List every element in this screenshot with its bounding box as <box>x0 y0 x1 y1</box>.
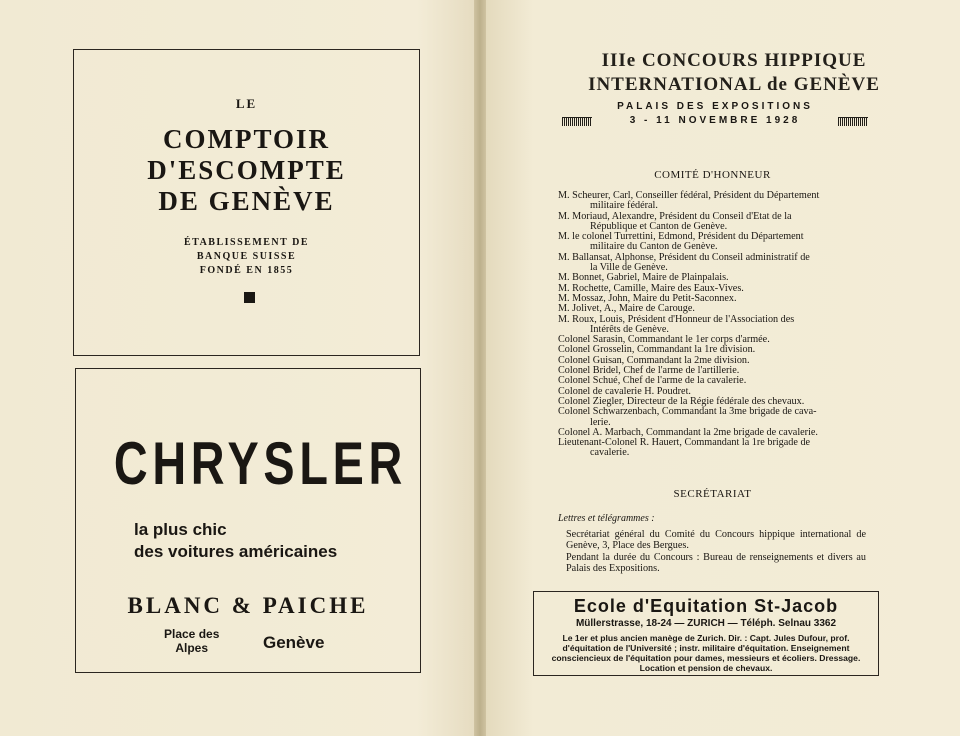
member-line: M. Mossaz, John, Maire du Petit-Saconnex. <box>558 292 737 304</box>
ecole-address: Müllerstrasse, 18-24 — ZURICH — Téléph. Selnau 3362 <box>575 618 837 629</box>
ecole-description: Le 1er et plus ancien manège de Zurich. Dir. : Capt. Jules Dufour, prof. d'équitation de l'Université ; instr. militaire d'équitation. Enseignement consciencieux de l'équitation pour dames, messieurs et écoliers. Dressage. Location et pension de chevaux. <box>551 633 861 673</box>
member-entry <box>558 438 866 459</box>
secretariat-heading: SECRÉTARIAT <box>673 488 752 500</box>
ornament-rule <box>838 117 868 126</box>
bank-name <box>74 124 419 217</box>
tagline-line: la plus chic <box>134 520 227 539</box>
ecole-title: Ecole d'Equitation St-Jacob <box>573 596 839 616</box>
dealer-city: Genève <box>263 633 325 652</box>
member-line: M. Jolivet, A., Maire de Carouge. <box>558 303 695 315</box>
chrysler-tagline <box>134 519 337 563</box>
ornament-square-icon <box>244 292 255 303</box>
comite-honneur-heading: COMITÉ D'HONNEUR <box>654 169 771 181</box>
dealer-place <box>164 627 219 655</box>
member-line-continued: militaire fédéral. <box>590 200 658 212</box>
member-line-continued: militaire du Canton de Genève. <box>590 241 718 253</box>
member-line: M. Roux, Louis, Président d'Honneur de l'Association des <box>558 313 795 325</box>
member-line: Colonel Bridel, Chef de l'arme de l'artillerie. <box>558 365 740 377</box>
member-line: M. Rochette, Camille, Maire des Eaux-Vives. <box>558 282 744 294</box>
member-entry <box>558 191 866 212</box>
event-title-line1: IIIe CONCOURS HIPPIQUE <box>601 50 867 71</box>
member-line: Colonel A. Marbach, Commandant la 2me brigade de cavalerie. <box>558 426 818 438</box>
event-venue: PALAIS DES EXPOSITIONS <box>617 101 813 112</box>
member-line-continued: République et Canton de Genève. <box>590 220 728 232</box>
member-entry <box>558 407 866 428</box>
dealer-name: BLANC & PAICHE <box>127 593 369 618</box>
book-gutter <box>474 0 486 736</box>
member-line-continued: la Ville de Genève. <box>590 262 668 274</box>
secretariat-line: Secrétariat général du Comité du Concours hippique international de Genève, 3, Place des Bergues. <box>566 529 866 551</box>
ad-ecole-equitation <box>533 591 879 676</box>
member-line: Colonel Schwarzenbach, Commandant la 3me brigade de cava- <box>558 406 817 418</box>
place-line: Place des <box>164 627 220 641</box>
member-line: Colonel Guisan, Commandant la 2me division. <box>558 354 750 366</box>
comite-members-list <box>558 191 866 459</box>
est-line: ÉTABLISSEMENT DE <box>183 237 310 248</box>
event-dates: 3 - 11 NOVEMBRE 1928 <box>629 115 801 126</box>
est-line: FONDÉ EN 1855 <box>199 265 294 276</box>
bank-name-line: COMPTOIR <box>162 124 330 154</box>
member-entry <box>558 315 866 336</box>
est-line: BANQUE SUISSE <box>196 251 297 262</box>
secretariat-line: Pendant la durée du Concours : Bureau de renseignements et divers au Palais des Expositions. <box>566 552 866 574</box>
member-line: Colonel Ziegler, Directeur de la Régie fédérale des chevaux. <box>558 395 805 407</box>
bank-establishment <box>74 236 419 278</box>
member-line: M. Bonnet, Gabriel, Maire de Plainpalais. <box>558 272 729 284</box>
secretariat-lines <box>566 530 866 576</box>
member-line: M. le colonel Turrettini, Edmond, Président du Département <box>558 231 804 243</box>
ad-comptoir-escompte <box>73 49 420 356</box>
member-line: M. Scheurer, Carl, Conseiller fédéral, Président du Département <box>558 190 820 201</box>
member-entry <box>558 212 866 233</box>
letters-label: Lettres et télégrammes : <box>558 513 655 524</box>
member-entry <box>558 232 866 253</box>
event-title-line2: INTERNATIONAL de GENÈVE <box>588 74 880 95</box>
member-line: Colonel de cavalerie H. Poudret. <box>558 385 691 397</box>
member-line-continued: cavalerie. <box>590 447 630 459</box>
place-line: Alpes <box>175 641 209 655</box>
member-line: Colonel Schué, Chef de l'arme de la cavalerie. <box>558 375 747 387</box>
bank-name-line: D'ESCOMPTE <box>147 155 346 185</box>
member-line-continued: Intérêts de Genève. <box>590 323 669 335</box>
member-line: Colonel Grosselin, Commandant la 1re division. <box>558 344 756 356</box>
ornament-rule <box>562 117 592 126</box>
tagline-line: des voitures américaines <box>134 542 338 561</box>
member-line: M. Ballansat, Alphonse, Président du Conseil administratif de <box>558 251 810 263</box>
member-line-continued: lerie. <box>590 416 611 428</box>
member-line: M. Moriaud, Alexandre, Président du Conseil d'Etat de la <box>558 210 792 222</box>
bank-name-line: DE GENÈVE <box>158 186 335 216</box>
ad-le: LE <box>235 96 258 111</box>
chrysler-brand: CHRYSLER <box>113 430 407 497</box>
left-page <box>0 0 474 736</box>
member-line: Lieutenant-Colonel R. Hauert, Commandant la 1re brigade de <box>558 437 811 449</box>
ad-chrysler <box>75 368 421 673</box>
member-line: Colonel Sarasin, Commandant le 1er corps d'armée. <box>558 334 770 346</box>
member-entry <box>558 253 866 274</box>
